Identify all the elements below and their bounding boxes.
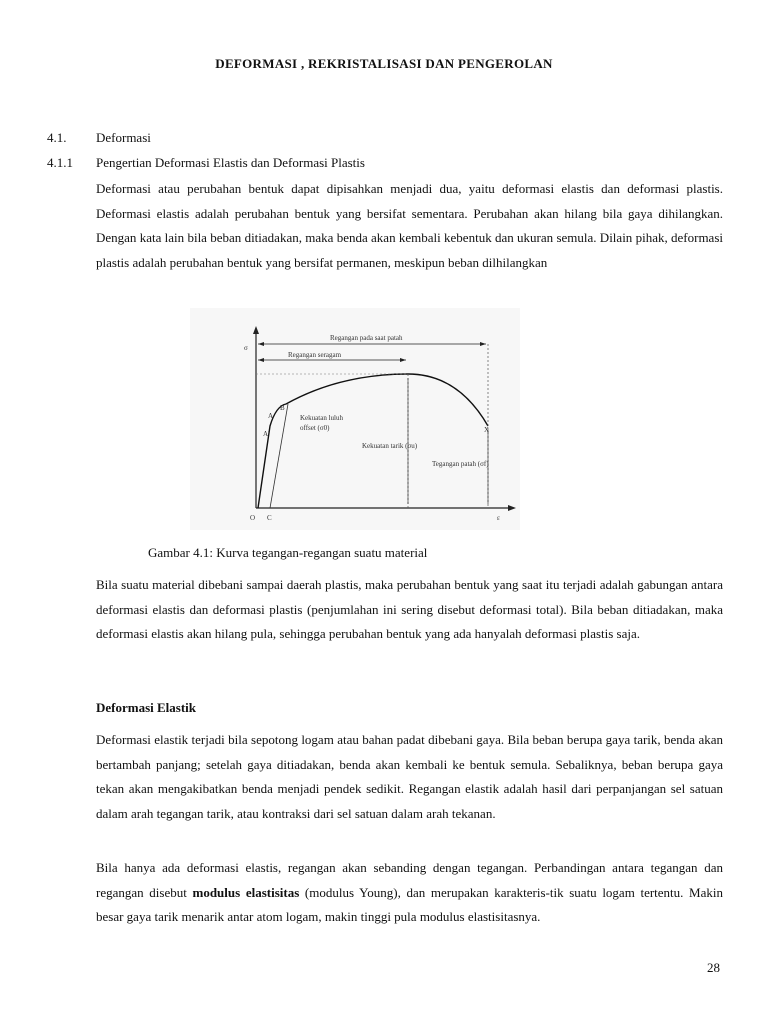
paragraph-text: Bila hanya ada deformasi elastis, regangan akan sebanding dengan tegangan. Perbandingan antara tegangan dan regangan disebut (96, 860, 723, 900)
paragraph-elastic-deformation: Deformasi elastik terjadi bila sepotong logam atau bahan padat dibebani gaya. Bila beban berupa gaya tarik, benda akan bertambah panjang; setelah gaya ditiadakan, benda akan kembali ke bentuk semula. Sebaliknya, beban berupa gaya tekan akan mengakibatkan benda menjadi pendek sedikit. Regangan elastik adalah hasil dari perpanjangan sel satuan dalam arah tegangan tarik, atau kontraksi dari sel satuan dalam arah tekanan. (96, 732, 723, 821)
c-label: C (267, 514, 272, 522)
fracture-stress-label: Tegangan patah (σf) (432, 460, 489, 468)
point-a-prime-label: A' (263, 430, 270, 438)
paragraph-modulus (96, 856, 723, 930)
section-label: Deformasi (96, 130, 151, 145)
modulus-term: modulus elastisitas (192, 884, 300, 900)
sigma-label: σ (244, 344, 248, 352)
yield-strength-label: Kekuatan luluh (300, 414, 343, 422)
stress-strain-figure (190, 308, 520, 530)
stress-strain-diagram (190, 308, 520, 530)
page-number: 28 (707, 960, 720, 975)
uniform-strain-label: Regangan seragam (288, 351, 342, 359)
section-number: 4.1.1 (47, 155, 73, 170)
point-x-label: X (484, 426, 490, 434)
page-title: DEFORMASI , REKRISTALISASI DAN PENGEROLAN (215, 56, 553, 71)
fracture-strain-label: Regangan pada saat patah (330, 334, 403, 342)
paragraph-deformasi-intro: Deformasi atau perubahan bentuk dapat dipisahkan menjadi dua, yaitu deformasi elastis dan deformasi plastis. Deformasi elastis adalah perubahan bentuk yang bersifat sementara. Perubahan akan hilang bila gaya dihilangkan. Dengan kata lain bila beban ditiadakan, maka benda akan kembali kebentuk dan ukuran semula. Dilain pihak, deformasi plastis adalah perubahan bentuk yang bersifat permanen, meskipun beban dilhilangkan (96, 181, 723, 270)
tensile-strength-label: Kekuatan tarik (σu) (362, 442, 418, 450)
subheading-deformasi-elastik: Deformasi Elastik (96, 700, 197, 715)
section-number: 4.1. (47, 130, 67, 145)
strain-label: ε (497, 514, 500, 522)
offset-label: offset (σ0) (300, 424, 330, 432)
figure-caption: Gambar 4.1: Kurva tegangan-regangan suatu material (148, 545, 428, 560)
section-label: Pengertian Deformasi Elastis dan Deformasi Plastis (96, 155, 365, 170)
point-b-label: B (280, 404, 285, 412)
point-a-label: A (268, 412, 274, 420)
paragraph-plastic-loading: Bila suatu material dibebani sampai daerah plastis, maka perubahan bentuk yang saat itu terjadi adalah gabungan antara deformasi elastis dan deformasi plastis (penjumlahan ini sering disebut deformasi total). Bila beban ditiadakan, maka deformasi elastis akan hilang pula, sehingga perubahan bentuk yang ada hanyalah deformasi plastis saja. (96, 577, 723, 641)
origin-label: O (250, 514, 256, 522)
paragraph-text: (modulus Young), dan merupakan karakteris-tik suatu logam tertentu. Makin besar gaya tarik menarik antar atom logam, makin tinggi pula modulus elastisitasnya. (96, 884, 723, 924)
